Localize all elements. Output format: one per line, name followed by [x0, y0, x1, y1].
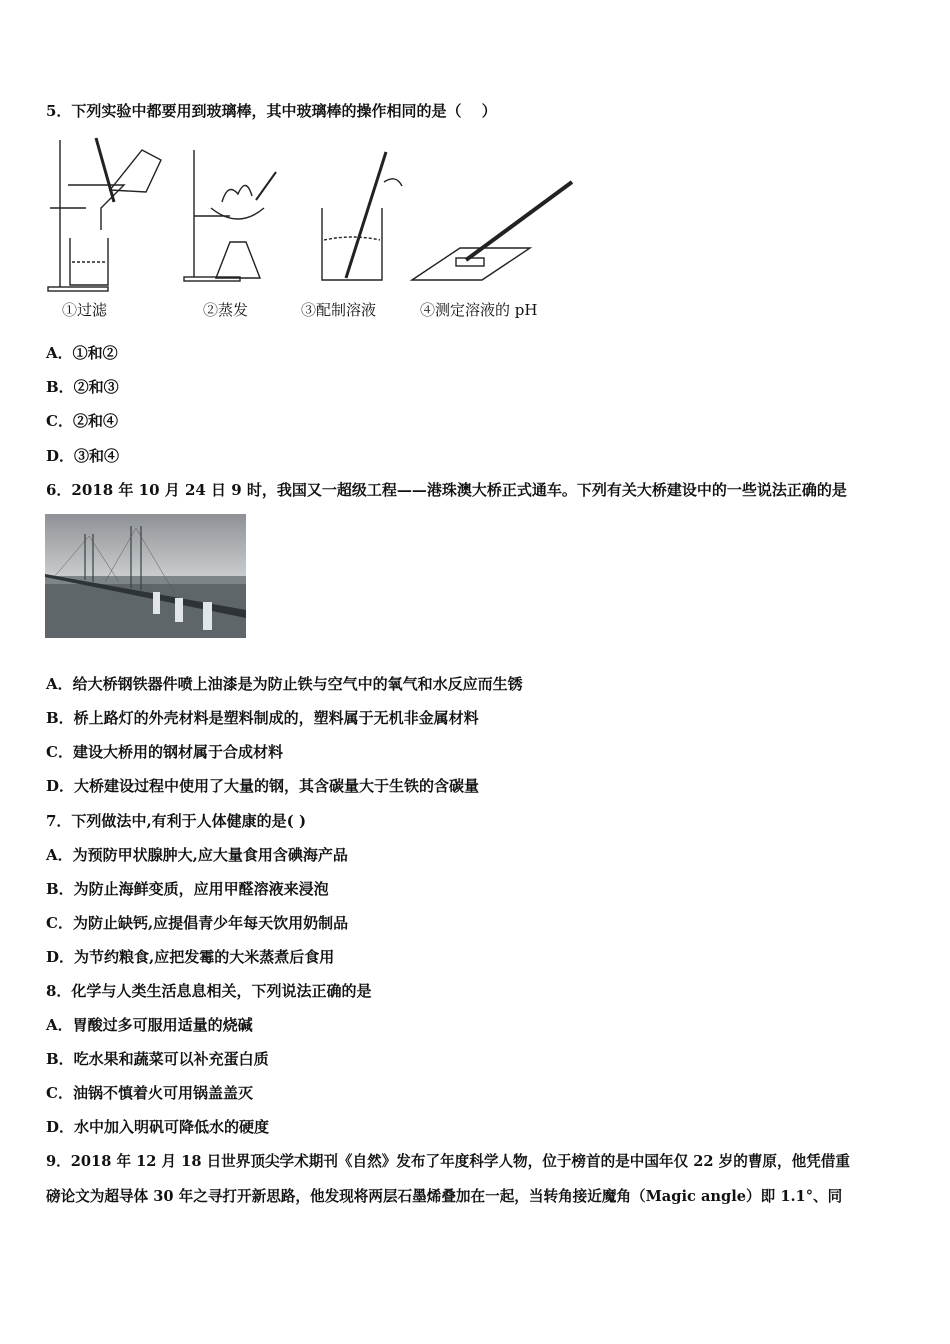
caption-evaporation: ②蒸发: [203, 301, 249, 319]
q7-option-b: B．为防止海鲜变质，应用甲醛溶液来浸泡: [46, 880, 329, 898]
q7-option-c: C．为防止缺钙,应提倡青少年每天饮用奶制品: [46, 914, 349, 932]
q5-option-d: D．③和④: [46, 447, 120, 465]
q5-stem: 5．下列实验中都要用到玻璃棒，其中玻璃棒的操作相同的是（ ）: [46, 102, 497, 120]
caption-prepare-solution: ③配制溶液: [301, 301, 377, 319]
q8-option-a: A．胃酸过多可服用适量的烧碱: [46, 1016, 253, 1034]
q8-option-b: B．吃水果和蔬菜可以补充蛋白质: [46, 1050, 269, 1068]
q7-option-d: D．为节约粮食,应把发霉的大米蒸煮后食用: [46, 948, 335, 966]
q9-stem-line-1: 9．2018 年 12 月 18 日世界顶尖学术期刊《自然》发布了年度科学人物，位于榜首的是中国年仅 22 岁的曹原，他凭借重: [46, 1153, 850, 1170]
q5-option-b: B．②和③: [46, 378, 119, 396]
q6-option-c: C．建设大桥用的钢材属于合成材料: [46, 743, 283, 761]
q7-option-a: A．为预防甲状腺肿大,应大量食用含碘海产品: [46, 846, 348, 864]
q8-option-d: D．水中加入明矾可降低水的硬度: [46, 1118, 270, 1136]
q9-stem-line-2: 磅论文为超导体 30 年之寻打开新思路，他发现将两层石墨烯叠加在一起，当转角接近魔角（Magic angle）即 1.1°、同: [46, 1188, 843, 1205]
q7-stem: 7．下列做法中,有利于人体健康的是( ): [46, 812, 307, 830]
glass-rod-experiments-figure: [46, 130, 586, 325]
q6-option-d: D．大桥建设过程中使用了大量的钢，其含碳量大于生铁的含碳量: [46, 777, 480, 795]
q8-option-c: C．油锅不慎着火可用锅盖盖灭: [46, 1084, 253, 1102]
q5-option-c: C．②和④: [46, 412, 118, 430]
q6-option-a: A．给大桥钢铁器件喷上油漆是为防止铁与空气中的氧气和水反应而生锈: [46, 675, 523, 693]
hong-kong-zhuhai-macao-bridge-photo: [45, 514, 246, 638]
caption-filtration: ①过滤: [62, 301, 108, 319]
q6-option-b: B．桥上路灯的外壳材料是塑料制成的，塑料属于无机非金属材料: [46, 709, 479, 727]
q6-stem: 6．2018 年 10 月 24 日 9 时，我国又一超级工程——港珠澳大桥正式通车。下列有关大桥建设中的一些说法正确的是: [46, 481, 847, 499]
q5-option-a: A．①和②: [46, 344, 118, 362]
q8-stem: 8．化学与人类生活息息相关，下列说法正确的是: [46, 982, 372, 1000]
caption-measure-ph: ④测定溶液的 pH: [420, 301, 538, 319]
